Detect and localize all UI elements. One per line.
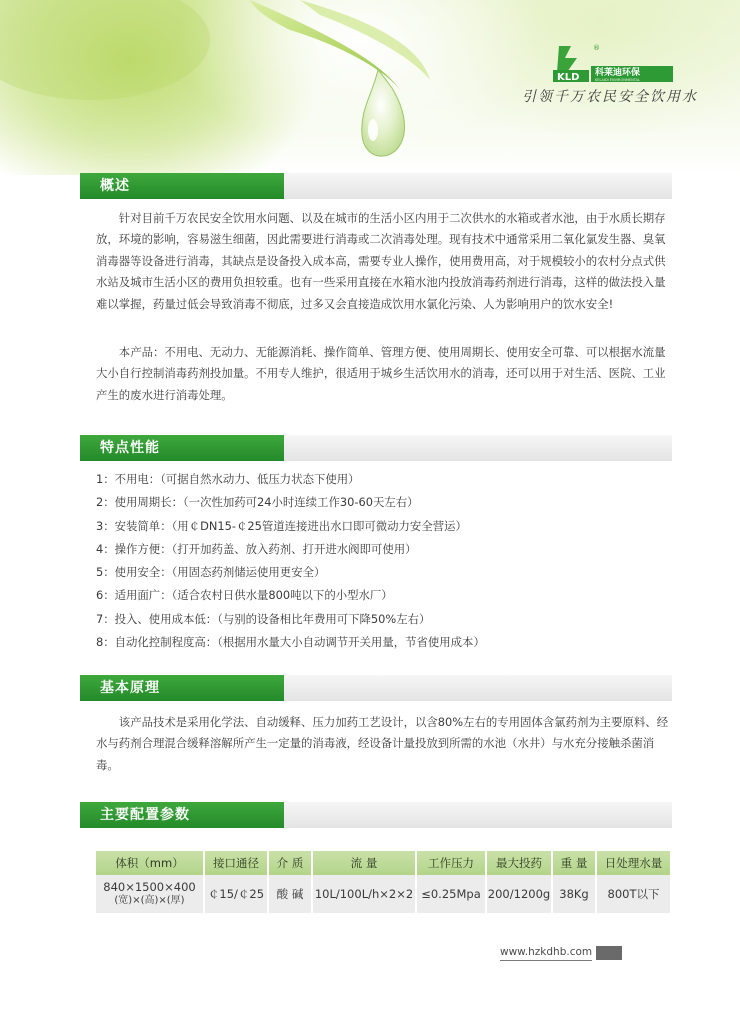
section-title: 特点性能	[80, 435, 284, 461]
spec-table	[96, 851, 670, 913]
column-header: 最大投药	[486, 851, 552, 875]
feature-item: 4：操作方便：（打开加药盖、放入药剂、打开进水阀即可使用）	[96, 541, 417, 556]
column-header: 接口通径	[204, 851, 268, 875]
cell-weight: 38Kg	[552, 875, 596, 913]
section-title: 基本原理	[80, 675, 284, 701]
table-row	[96, 875, 670, 913]
feature-item: 7：投入、使用成本低：（与别的设备相比年费用可下降50%左右）	[96, 611, 431, 626]
slogan: 引领千万农民安全饮用水	[522, 89, 698, 105]
brand-name: 科莱迪环保	[595, 68, 641, 78]
cell-pressure: ≤0.25Mpa	[416, 875, 486, 913]
cell-flow: 10L/100L/h×2×2	[312, 875, 416, 913]
section-specs-header	[80, 802, 672, 828]
volume-dimension-labels: (宽)×(高)×(厚)	[114, 895, 185, 906]
brand-sub: KELAIDI ENVIRONMENTAL	[595, 78, 640, 82]
kld-logo-icon	[553, 42, 673, 84]
feature-item: 2：使用周期长：（一次性加药可24小时连续工作30-60天左右）	[96, 495, 419, 510]
cell-max-dose: 200/1200g	[486, 875, 552, 913]
section-features-header	[80, 435, 672, 461]
cell-port: ￠15/￠25	[204, 875, 268, 913]
brand-logo	[553, 42, 673, 84]
footer-website: www.hzkdhb.com	[500, 946, 592, 961]
volume-dimensions: 840×1500×400	[103, 880, 196, 894]
overview-paragraph-1: 针对目前千万农民安全饮用水问题、以及在城市的生活小区内用于二次供水的水箱或者水池，由于水质长期存放，环境的影响，容易滋生细菌，因此需要进行消毒或二次消毒处理。现有技术中通常采用二氧化氯发生器、臭氧消毒器等设备进行消毒，其缺点是设备投入成本高，需要专业人操作，使用费用高，对于规模较小的农村分点式供水站及城市生活小区的费用负担较重。也有一些采用直接在水箱水池内投放消毒药剂进行消毒，这样的做法投入量难以掌握，药量过低会导致消毒不彻底，过多又会直接造成饮用水氯化污染、人为影响用户的饮水安全!	[96, 211, 666, 311]
column-header: 重 量	[552, 851, 596, 875]
brand-mark: KLD	[557, 72, 580, 83]
table-header-row	[96, 851, 670, 875]
overview-paragraph-2: 本产品：不用电、无动力、无能源消耗、操作简单、管理方便、使用周期长、使用安全可靠、可以根据水流量大小自行控制消毒药剂投加量。不用专人维护，很适用于城乡生活饮用水的消毒，还可以用于对生活、医院、工业产生的废水进行消毒处理。	[96, 345, 666, 402]
feature-item: 8：自动化控制程度高：（根据用水量大小自动调节开关用量，节省使用成本）	[96, 635, 485, 650]
registered-mark: ®	[593, 44, 600, 52]
section-title: 主要配置参数	[80, 802, 284, 828]
section-principle-header	[80, 675, 672, 701]
section-overview-header	[80, 173, 672, 199]
feature-list	[96, 471, 485, 657]
section-title: 概述	[80, 173, 284, 199]
column-header: 介 质	[268, 851, 312, 875]
principle-paragraph: 该产品技术是采用化学法、自动缓释、压力加药工艺设计，以含80%左右的专用固体含氯药剂为主要原料、经水与药剂合理混合缓释溶解所产生一定量的消毒液，经设备计量投放到所需的水池（水井）与水充分接触杀菌消毒。	[96, 715, 669, 772]
column-header: 工作压力	[416, 851, 486, 875]
hero-banner	[0, 0, 740, 175]
cell-volume	[96, 875, 204, 913]
cell-daily-capacity: 800T以下	[596, 875, 670, 913]
footer-page-marker	[596, 946, 622, 960]
column-header: 流 量	[312, 851, 416, 875]
feature-item: 1：不用电：（可据自然水动力、低压力状态下使用）	[96, 472, 360, 486]
feature-item: 5：使用安全：（用固态药剂储运使用更安全）	[96, 565, 326, 580]
cell-medium: 酸 碱	[268, 875, 312, 913]
column-header: 体积（mm）	[96, 851, 204, 875]
feature-item: 6：适用面广：（适合农村日供水量800吨以下的小型水厂）	[96, 588, 393, 603]
column-header: 日处理水量	[596, 851, 670, 875]
feature-item: 3：安装简单：（用￠DN15-￠25管道连接进出水口即可微动力安全营运）	[96, 518, 467, 533]
